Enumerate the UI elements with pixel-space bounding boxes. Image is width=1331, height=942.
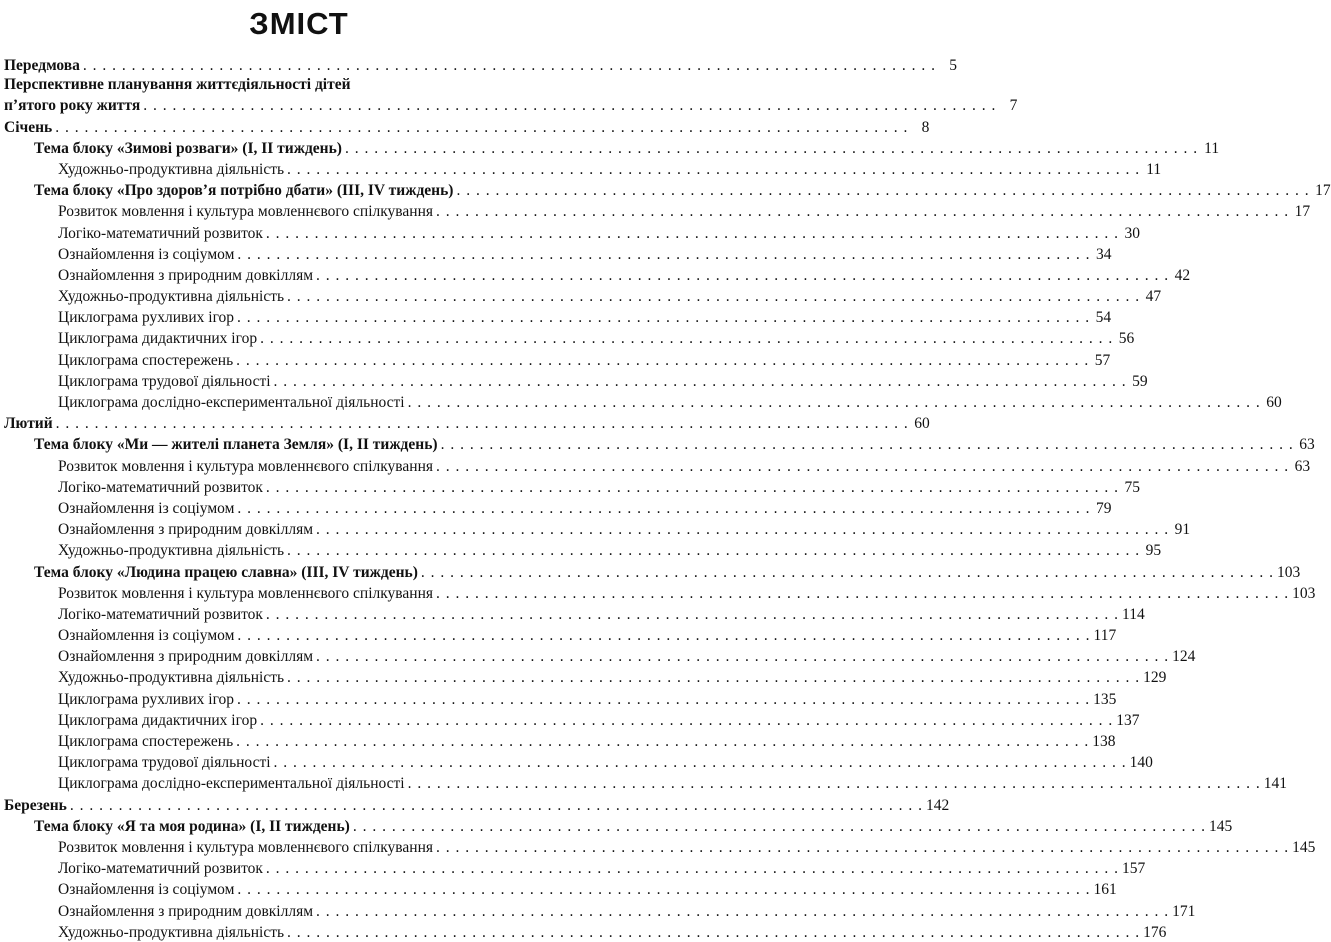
toc-entry xyxy=(4,687,1117,708)
toc-entry-title: Лютий xyxy=(4,415,53,433)
toc-entry-title: Передмова xyxy=(4,57,80,75)
toc-entry-page-number: 30 xyxy=(1124,224,1141,242)
toc-entry-title: Ознайомлення з природним довкіллям xyxy=(58,902,314,920)
dot-leader xyxy=(266,605,1119,624)
toc-entry-title: Циклограма рухливих ігор xyxy=(58,309,235,327)
toc-entry-title: Логіко-математичний розвиток xyxy=(58,860,263,878)
dot-leader xyxy=(237,499,1090,518)
toc-entry-title: Ознайомлення з природним довкіллям xyxy=(58,648,314,666)
toc-entry-page-number: 42 xyxy=(1174,266,1191,284)
dot-leader xyxy=(287,668,1140,687)
dot-leader xyxy=(316,520,1169,539)
dot-leader xyxy=(56,414,909,433)
toc-entry-page-number: 114 xyxy=(1122,605,1145,623)
toc-entry-title: Циклограма спостережень xyxy=(58,351,234,369)
toc-entry-page-number: 11 xyxy=(1204,139,1220,157)
dot-leader xyxy=(316,266,1169,285)
toc-entry-page-number: 54 xyxy=(1095,309,1112,327)
dot-leader xyxy=(345,139,1198,158)
toc-entry xyxy=(4,433,1315,454)
toc-entry-title: Ознайомлення з природним довкіллям xyxy=(58,266,314,284)
toc-entry-page-number: 138 xyxy=(1092,733,1116,750)
toc-entry-page-number: 157 xyxy=(1122,860,1146,878)
dot-leader xyxy=(236,351,1089,370)
toc-entry-title: Березень xyxy=(4,796,67,814)
dot-leader xyxy=(436,457,1289,476)
dot-leader xyxy=(316,902,1169,921)
dot-leader xyxy=(436,584,1289,603)
toc-entry xyxy=(4,793,950,814)
toc-entry xyxy=(4,836,1316,857)
toc-entry-title: Художньо-продуктивна діяльність xyxy=(58,669,285,687)
dot-leader xyxy=(266,224,1119,243)
dot-leader xyxy=(260,711,1113,730)
dot-leader xyxy=(237,690,1090,709)
toc-entry-title: Художньо-продуктивна діяльність xyxy=(58,288,285,306)
toc-entry xyxy=(4,751,1153,772)
toc-entry-title: Художньо-продуктивна діяльність xyxy=(58,923,285,941)
table-of-contents xyxy=(4,54,1331,942)
toc-entry xyxy=(4,857,1146,878)
toc-entry xyxy=(4,348,1111,369)
dot-leader xyxy=(456,181,1309,200)
toc-entry-title: Циклограма трудової діяльності xyxy=(58,754,271,772)
toc-entry-title: Циклограма трудової діяльності xyxy=(58,372,271,390)
page-title: ЗМІСТ xyxy=(249,6,349,41)
dot-leader xyxy=(408,774,1261,793)
toc-entry xyxy=(4,391,1282,412)
dot-leader xyxy=(436,202,1289,221)
toc-entry-page-number: 129 xyxy=(1143,669,1167,687)
dot-leader xyxy=(316,647,1169,666)
toc-entry xyxy=(4,454,1311,475)
toc-entry xyxy=(4,327,1135,348)
toc-entry-page-number: 95 xyxy=(1145,542,1162,560)
toc-entry-title: Перспективне планування життєдіяльності дітей xyxy=(4,76,351,94)
toc-entry-title: Логіко-математичний розвиток xyxy=(58,478,263,496)
dot-leader xyxy=(274,753,1127,772)
toc-entry-page-number: 142 xyxy=(926,796,950,814)
toc-entry-title: Ознайомлення із соціумом xyxy=(58,245,235,263)
toc-entry xyxy=(4,115,930,136)
dot-leader xyxy=(266,478,1119,497)
toc-entry-title: Ознайомлення із соціумом xyxy=(58,499,235,517)
toc-entry-title: Циклограма дослідно-експериментальної діяльності xyxy=(58,775,405,793)
toc-entry xyxy=(4,243,1112,264)
dot-leader xyxy=(237,880,1090,899)
dot-leader xyxy=(260,329,1113,348)
toc-entry xyxy=(4,709,1140,730)
toc-entry-title: Циклограма спостережень xyxy=(58,733,234,750)
toc-entry xyxy=(4,75,594,94)
toc-entry xyxy=(4,54,958,75)
toc-entry-title: Тема блоку «Ми — жителі планета Земля» (І, ІІ тиждень) xyxy=(34,436,438,454)
toc-entry-page-number: 47 xyxy=(1145,288,1162,306)
toc-entry-page-number: 59 xyxy=(1132,372,1148,390)
toc-entry-page-number: 7 xyxy=(1009,97,1018,115)
dot-leader xyxy=(287,160,1140,179)
toc-entry xyxy=(4,624,1117,645)
dot-leader xyxy=(436,838,1289,857)
dot-leader xyxy=(353,817,1206,836)
toc-entry-page-number: 63 xyxy=(1299,436,1315,454)
toc-entry-page-number: 145 xyxy=(1292,838,1316,856)
toc-entry xyxy=(4,497,1112,518)
toc-entry xyxy=(4,539,1162,560)
toc-entry xyxy=(4,370,1148,391)
toc-entry-page-number: 57 xyxy=(1094,351,1111,369)
toc-entry-page-number: 79 xyxy=(1096,499,1112,517)
toc-entry-title: п’ятого року життя xyxy=(4,97,141,115)
toc-entry-page-number: 135 xyxy=(1093,690,1117,708)
dot-leader xyxy=(143,96,996,115)
toc-entry xyxy=(4,137,1220,158)
toc-entry-page-number: 17 xyxy=(1294,203,1311,221)
toc-entry xyxy=(4,921,1167,942)
toc-entry xyxy=(4,772,1287,793)
toc-entry-title: Тема блоку «Людина працею славна» (ІІІ, IV тиждень) xyxy=(34,563,418,581)
toc-entry-title: Тема блоку «Про здоров’я потрібно дбати» (ІІІ, IV тиждень) xyxy=(34,182,454,200)
toc-entry xyxy=(4,200,1311,221)
toc-entry-title: Художньо-продуктивна діяльність xyxy=(58,160,285,178)
toc-entry-page-number: 124 xyxy=(1172,648,1196,666)
toc-entry-page-number: 176 xyxy=(1143,923,1167,941)
toc-entry xyxy=(4,603,1145,624)
toc-entry-page-number: 8 xyxy=(921,118,930,136)
toc-entry-title: Циклограма дослідно-експериментальної діяльності xyxy=(58,394,405,411)
toc-entry-page-number: 171 xyxy=(1172,902,1196,920)
toc-entry-title: Ознайомлення із соціумом xyxy=(58,627,235,645)
toc-entry-page-number: 117 xyxy=(1093,627,1117,645)
toc-entry xyxy=(4,221,1141,242)
toc-entry xyxy=(4,645,1196,666)
toc-entry-page-number: 17 xyxy=(1315,182,1331,200)
toc-entry-title: Логіко-математичний розвиток xyxy=(58,224,263,242)
toc-entry-page-number: 56 xyxy=(1118,330,1135,348)
toc-entry xyxy=(4,285,1162,306)
toc-entry-page-number: 103 xyxy=(1292,584,1316,602)
toc-entry-title: Ознайомлення з природним довкіллям xyxy=(58,521,314,539)
toc-entry-page-number: 161 xyxy=(1093,881,1117,899)
toc-entry xyxy=(4,518,1191,539)
dot-leader xyxy=(236,732,1089,751)
toc-entry xyxy=(4,412,930,433)
toc-entry xyxy=(4,306,1112,327)
toc-entry xyxy=(4,582,1316,603)
dot-leader xyxy=(237,245,1090,264)
toc-entry-title: Ознайомлення із соціумом xyxy=(58,881,235,899)
dot-leader xyxy=(83,56,936,75)
toc-entry xyxy=(4,878,1117,899)
toc-entry xyxy=(4,899,1196,920)
toc-entry-title: Художньо-продуктивна діяльність xyxy=(58,542,285,560)
dot-leader xyxy=(237,308,1090,327)
dot-leader xyxy=(274,372,1127,391)
toc-entry-title: Розвиток мовлення і культура мовленнєвого спілкування xyxy=(58,584,434,602)
toc-entry-page-number: 141 xyxy=(1263,775,1287,793)
toc-entry-page-number: 145 xyxy=(1208,817,1233,835)
toc-entry-title: Розвиток мовлення і культура мовленнєвого спілкування xyxy=(58,203,434,221)
toc-entry-title: Тема блоку «Я та моя родина» (І, ІІ тиждень) xyxy=(34,817,350,835)
toc-entry-page-number: 60 xyxy=(914,415,930,433)
dot-leader xyxy=(266,859,1119,878)
toc-entry-title: Розвиток мовлення і культура мовленнєвого спілкування xyxy=(58,838,434,856)
toc-entry-title: Тема блоку «Зимові розваги» (І, ІІ тиждень) xyxy=(34,139,342,157)
dot-leader xyxy=(55,118,908,137)
toc-entry-page-number: 63 xyxy=(1294,457,1311,475)
toc-entry-page-number: 11 xyxy=(1146,160,1162,178)
toc-entry-title: Циклограма рухливих ігор xyxy=(58,690,235,708)
toc-entry-page-number: 5 xyxy=(949,57,958,75)
toc-entry xyxy=(4,264,1191,285)
dot-leader xyxy=(70,796,923,815)
toc-entry-page-number: 34 xyxy=(1096,245,1112,263)
toc-entry xyxy=(4,179,1331,200)
toc-entry-page-number: 140 xyxy=(1129,754,1153,772)
toc-entry-title: Логіко-математичний розвиток xyxy=(58,605,263,623)
toc-entry-page-number: 91 xyxy=(1174,521,1191,539)
toc-entry-page-number: 60 xyxy=(1266,394,1282,411)
dot-leader xyxy=(287,287,1140,306)
dot-leader xyxy=(287,541,1140,560)
toc-entry xyxy=(4,815,1233,836)
toc-entry-title: Розвиток мовлення і культура мовленнєвого спілкування xyxy=(58,457,434,475)
toc-entry-title: Циклограма дидактичних ігор xyxy=(58,711,258,729)
dot-leader xyxy=(421,563,1274,582)
dot-leader xyxy=(441,435,1294,454)
toc-entry xyxy=(4,476,1141,497)
dot-leader xyxy=(408,393,1261,412)
dot-leader xyxy=(287,923,1140,942)
toc-entry-page-number: 137 xyxy=(1116,711,1140,729)
toc-entry-page-number: 75 xyxy=(1124,478,1141,496)
toc-entry xyxy=(4,94,1018,115)
toc-entry xyxy=(4,730,1116,751)
dot-leader xyxy=(237,626,1090,645)
toc-entry xyxy=(4,158,1162,179)
toc-entry-title: Циклограма дидактичних ігор xyxy=(58,330,258,348)
toc-entry xyxy=(4,560,1301,581)
toc-entry xyxy=(4,666,1167,687)
toc-entry-page-number: 103 xyxy=(1277,563,1301,581)
toc-entry-title: Січень xyxy=(4,118,53,136)
